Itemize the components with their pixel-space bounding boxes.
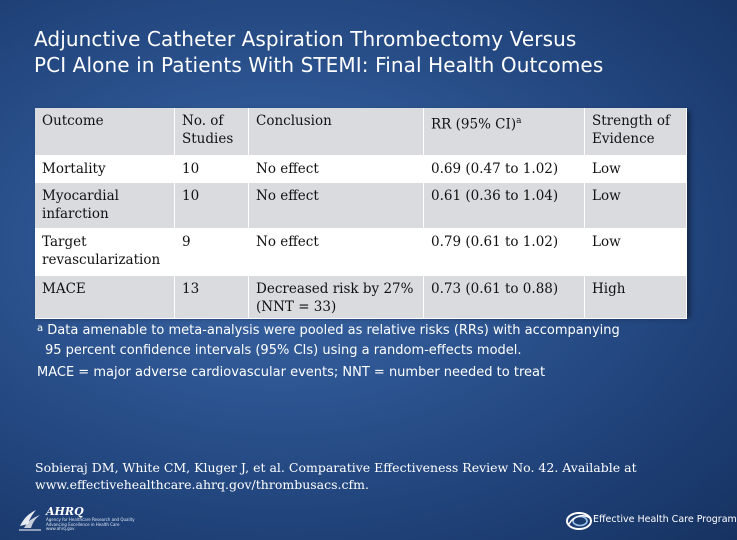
citation — [35, 459, 695, 493]
ahrq-logo — [46, 505, 136, 531]
cell-conclusion: No effect — [249, 183, 424, 229]
ahrq-logo-wordmark: AHRQ — [46, 505, 84, 518]
cell-outcome: MACE — [35, 276, 175, 319]
cell-strength: Low — [585, 183, 687, 229]
cell-outcome: Target revascularization — [35, 229, 175, 276]
citation-line-2: www.effectivehealthcare.ahrq.gov/thrombusacs.cfm. — [35, 477, 369, 492]
table-row — [35, 229, 687, 276]
title-line-1: Adjunctive Catheter Aspiration Thrombectomy Versus — [34, 27, 577, 51]
header-rr-superscript: a — [516, 116, 522, 126]
effective-health-care-program-label: Effective Health Care Program — [593, 514, 737, 525]
header-outcome: Outcome — [35, 108, 175, 156]
cell-strength: High — [585, 276, 687, 319]
footnote-line-1: Data amenable to meta-analysis were pooled as relative risks (RRs) with accompanying — [47, 323, 620, 338]
cell-conclusion: Decreased risk by 27% (NNT = 33) — [249, 276, 424, 319]
cell-outcome: Mortality — [35, 156, 175, 183]
cell-strength: Low — [585, 229, 687, 276]
footnote-line-2: 95 percent confidence intervals (95% CIs) using a random-effects model. — [45, 343, 522, 358]
cell-studies: 10 — [175, 156, 249, 183]
cell-rr: 0.79 (0.61 to 1.02) — [424, 229, 585, 276]
hhs-eagle-logo-icon — [16, 504, 44, 532]
cell-studies: 10 — [175, 183, 249, 229]
effective-health-care-swirl-icon — [565, 510, 593, 532]
cell-conclusion: No effect — [249, 156, 424, 183]
header-rr: RR (95% CI)$^a$ — [424, 108, 585, 156]
table-header-row — [35, 108, 687, 156]
citation-line-1: Sobieraj DM, White CM, Kluger J, et al. Comparative Effectiveness Review No. 42. Available at — [35, 460, 637, 475]
cell-studies: 9 — [175, 229, 249, 276]
cell-rr: 0.69 (0.47 to 1.02) — [424, 156, 585, 183]
table-row — [35, 276, 687, 319]
cell-strength: Low — [585, 156, 687, 183]
cell-rr: 0.73 (0.61 to 0.88) — [424, 276, 585, 319]
cell-conclusion: No effect — [249, 229, 424, 276]
footnote-marker: a — [37, 323, 44, 334]
table-row — [35, 183, 687, 229]
abbreviations-note: MACE = major adverse cardiovascular events; NNT = number needed to treat — [37, 365, 546, 380]
cell-rr: 0.61 (0.36 to 1.04) — [424, 183, 585, 229]
cell-outcome: Myocardial infarction — [35, 183, 175, 229]
ahrq-logo-tagline: Agency for Healthcare Research and Quality Advancing Excellence in Health Care www.ahrq.gov — [46, 517, 135, 531]
header-conclusion: Conclusion — [249, 108, 424, 156]
table-row — [35, 156, 687, 183]
title-line-2: PCI Alone in Patients With STEMI: Final Health Outcomes — [34, 53, 604, 77]
outcomes-table — [35, 108, 687, 315]
footnote — [37, 319, 697, 361]
slide-title — [34, 26, 704, 78]
cell-studies: 13 — [175, 276, 249, 319]
header-strength: Strength of Evidence — [585, 108, 687, 156]
header-studies: No. of Studies — [175, 108, 249, 156]
